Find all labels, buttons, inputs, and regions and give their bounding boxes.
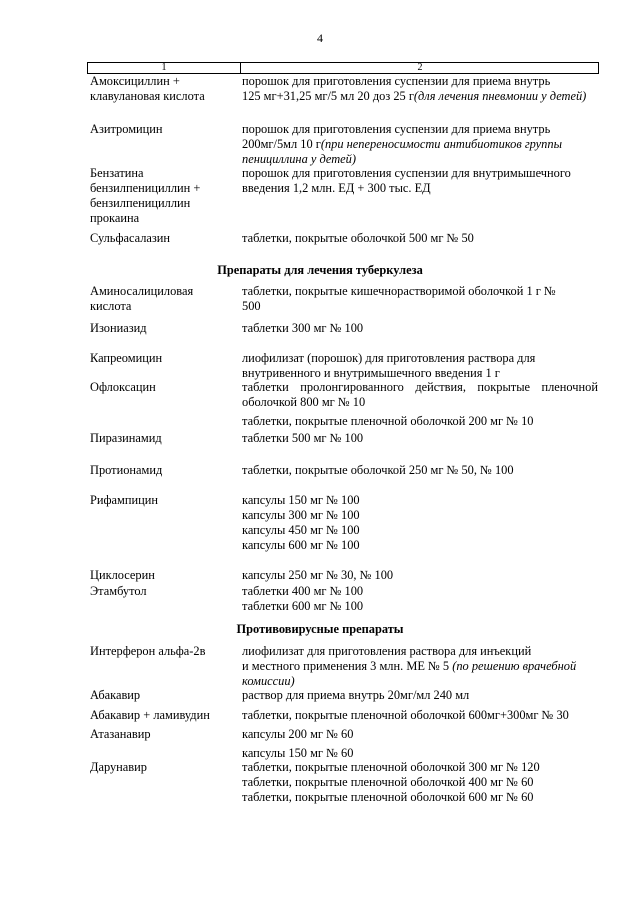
drug-form: таблетки, покрытые оболочкой 500 мг № 50 [242, 231, 474, 245]
drug-name: Капреомицин [90, 351, 163, 365]
drug-name: Азитромицин [90, 122, 163, 136]
drug-name: Атазанавир [90, 727, 151, 741]
drug-note: (по решению врачебной комиссии) [242, 659, 577, 688]
drug-name: Изониазид [90, 321, 147, 335]
drug-name: Аминосалициловая кислота [90, 284, 194, 313]
drug-form: таблетки, покрытые оболочкой 250 мг № 50, № 100 [242, 463, 514, 477]
drug-form: лиофилизат для приготовления раствора для инъекций и местного применения 3 млн. МЕ № 5 (по решению врачебной комиссии) [242, 644, 577, 688]
drug-form: таблетки 300 мг № 100 [242, 321, 364, 335]
column-2-header: 2 [240, 63, 599, 73]
drug-form: порошок для приготовления суспензии для внутримышечного введения 1,2 млн. ЕД + 300 тыс. ЕД [242, 166, 571, 195]
drug-form: таблетки пролонгированного действия, покрытые пленочной оболочкой 800 мг № 10 таблетки, покрытые пленочной оболочкой 200 мг № 10 [242, 380, 598, 428]
table-column-header [87, 62, 599, 74]
page-number: 4 [317, 31, 323, 45]
drug-form: порошок для приготовления суспензии для приема внутрь 125 мг+31,25 мг/5 мл 20 доз 25 г(для лечения пневмонии у детей) [242, 74, 587, 103]
drug-form: таблетки, покрытые пленочной оболочкой 600мг+300мг № 30 [242, 708, 569, 722]
drug-form: раствор для приема внутрь 20мг/мл 240 мл [242, 688, 470, 702]
drug-name: Интерферон альфа-2в [90, 644, 206, 658]
drug-form: лиофилизат (порошок) для приготовления раствора для внутривенного и внутримышечного введения 1 г [242, 351, 536, 380]
drug-form: порошок для приготовления суспензии для приема внутрь 200мг/5мл 10 г(при непереносимости антибиотиков группы пенициллина у детей) [242, 122, 562, 166]
drug-name: Пиразинамид [90, 431, 162, 445]
drug-form: капсулы 150 мг № 100 капсулы 300 мг № 100 капсулы 450 мг № 100 капсулы 600 мг № 100 [242, 493, 360, 552]
drug-name: Сульфасалазин [90, 231, 171, 245]
drug-name: Абакавир + ламивудин [90, 708, 210, 722]
drug-form: таблетки 500 мг № 100 [242, 431, 364, 445]
drug-name: Этамбутол [90, 584, 147, 598]
drug-form: капсулы 250 мг № 30, № 100 [242, 568, 394, 582]
drug-note: (при непереносимости антибиотиков группы пенициллина у детей) [242, 137, 562, 166]
drug-form: капсулы 200 мг № 60 капсулы 150 мг № 60 [242, 727, 354, 760]
drug-name: Бензатина бензилпенициллин + бензилпенициллин прокаина [90, 166, 201, 225]
column-1-header: 1 [161, 62, 167, 73]
drug-name: Абакавир [90, 688, 141, 702]
drug-note: (для лечения пневмонии у детей) [413, 89, 587, 103]
drug-form: таблетки 400 мг № 100 таблетки 600 мг № 100 [242, 584, 364, 613]
drug-name: Рифампицин [90, 493, 159, 507]
drug-form: таблетки, покрытые кишечнорастворимой оболочкой 1 г № 500 [242, 284, 556, 313]
drug-name: Циклосерин [90, 568, 155, 582]
drug-name: Протионамид [90, 463, 163, 477]
drug-name: Дарунавир [90, 760, 147, 774]
drug-name: Офлоксацин [90, 380, 156, 394]
section-heading-antiviral: Противовирусные препараты [236, 622, 404, 636]
section-heading-tuberculosis: Препараты для лечения туберкулеза [217, 263, 423, 277]
drug-name: Амоксициллин + клавулановая кислота [90, 74, 205, 103]
drug-form: таблетки, покрытые пленочной оболочкой 300 мг № 120 таблетки, покрытые пленочной оболочкой 400 мг № 60 таблетки, покрытые пленочной оболочкой 600 мг № 60 [242, 760, 540, 804]
